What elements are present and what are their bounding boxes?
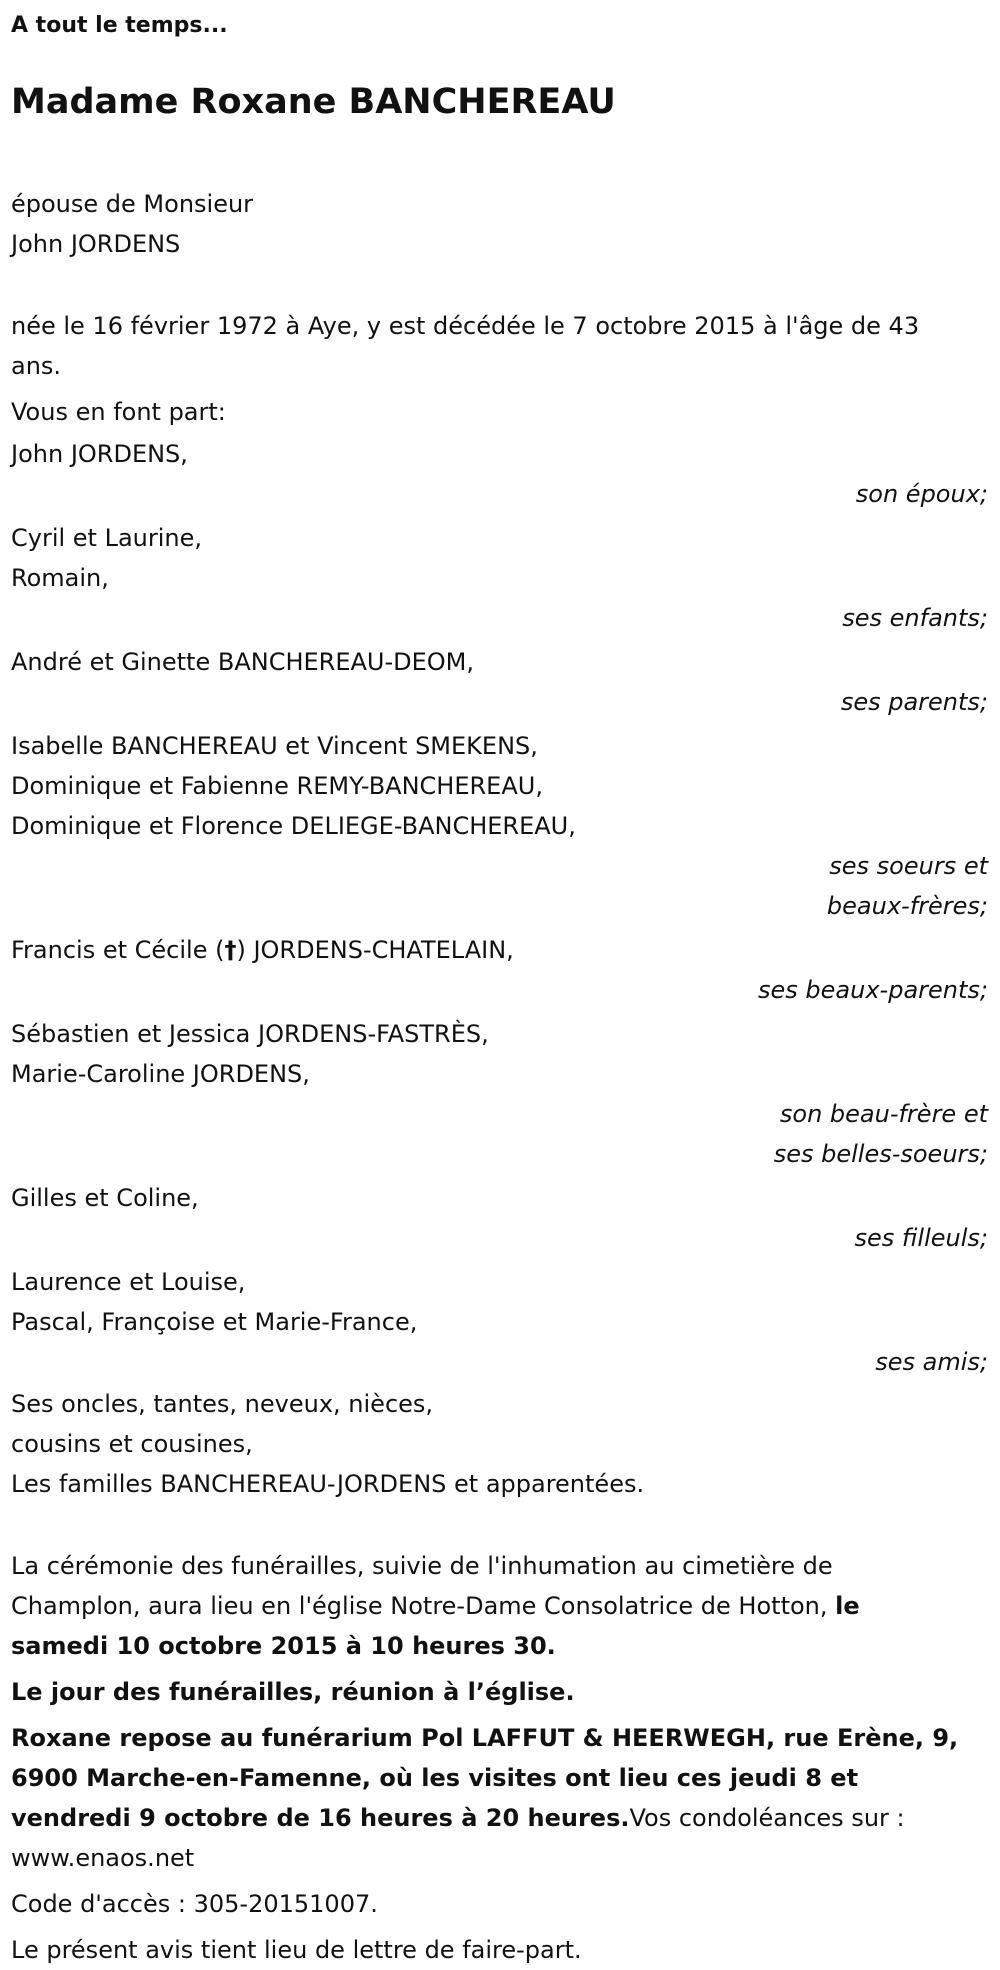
- extended-family-line: Les familles BANCHEREAU-JORDENS et apparentées.: [11, 1470, 645, 1498]
- spouse-name: John JORDENS: [11, 230, 181, 258]
- ceremony-paragraph: [11, 1546, 988, 1666]
- spouse-intro: épouse de Monsieur: [11, 190, 254, 218]
- visitation-line-3: [11, 1798, 988, 1838]
- cross-icon: †: [224, 936, 237, 964]
- birth-death-paragraph: [11, 306, 988, 386]
- relative-group-children: [11, 518, 988, 638]
- relative-name: Pascal, Françoise et Marie-France,: [11, 1308, 418, 1336]
- condolences-label: Vos condoléances sur :: [629, 1804, 905, 1832]
- birth-death-line-2: ans.: [11, 352, 62, 380]
- ceremony-line-2: [11, 1586, 988, 1626]
- meeting-paragraph: Le jour des funérailles, réunion à l’église.: [11, 1678, 575, 1706]
- access-code: Code d'accès : 305-20151007.: [11, 1890, 378, 1918]
- ceremony-line-1: La cérémonie des funérailles, suivie de l'inhumation au cimetière de: [11, 1552, 833, 1580]
- relative-name: Dominique et Fabienne REMY-BANCHEREAU,: [11, 772, 543, 800]
- notice-paragraph: Le présent avis tient lieu de lettre de faire-part.: [11, 1936, 582, 1964]
- relative-group-parents-in-law: [11, 930, 988, 1010]
- spouse-paragraph: [11, 184, 988, 264]
- relative-group-in-laws: [11, 1014, 988, 1174]
- relative-names: [11, 434, 988, 474]
- relative-group-friends: [11, 1262, 988, 1382]
- relative-name: Dominique et Florence DELIEGE-BANCHEREAU,: [11, 812, 576, 840]
- name-after-cross: ) JORDENS-CHATELAIN,: [236, 936, 514, 964]
- relation-text: beaux-frères;: [826, 892, 988, 920]
- relative-relation: [11, 1342, 988, 1382]
- extended-family-line: cousins et cousines,: [11, 1430, 253, 1458]
- visitation-times: vendredi 9 octobre de 16 heures à 20 heures.: [11, 1804, 630, 1832]
- visitation-line-2: 6900 Marche-en-Famenne, où les visites ont lieu ces jeudi 8 et: [11, 1764, 859, 1792]
- relative-name: John JORDENS,: [11, 440, 188, 468]
- relative-name: Isabelle BANCHEREAU et Vincent SMEKENS,: [11, 732, 538, 760]
- relative-relation: [11, 682, 988, 722]
- relative-names: [11, 518, 988, 598]
- relative-group-parents: [11, 642, 988, 722]
- relative-group-godchildren: [11, 1178, 988, 1258]
- relation-text: ses enfants;: [842, 604, 988, 632]
- relation-text: ses parents;: [840, 688, 988, 716]
- relation-text: ses filleuls;: [854, 1224, 988, 1252]
- relation-text: ses belles-soeurs;: [773, 1140, 988, 1168]
- relative-relation: [11, 1094, 988, 1174]
- relative-name: Sébastien et Jessica JORDENS-FASTRÈS,: [11, 1020, 489, 1048]
- relation-text: ses soeurs et: [829, 852, 988, 880]
- tagline: A tout le temps...: [11, 13, 228, 38]
- visitation-paragraph: [11, 1718, 988, 1878]
- relative-names: [11, 642, 988, 682]
- visitation-line-1: Roxane repose au funérarium Pol LAFFUT & HEERWEGH, rue Erène, 9,: [11, 1724, 959, 1752]
- ceremony-location: Champlon, aura lieu en l'église Notre-Dame Consolatrice de Hotton,: [11, 1592, 836, 1620]
- relative-relation: [11, 598, 988, 638]
- relative-name: [11, 930, 988, 970]
- name-before-cross: Francis et Cécile (: [11, 936, 225, 964]
- relative-names: [11, 1178, 988, 1218]
- relative-group-siblings: [11, 726, 988, 926]
- relative-names: [11, 930, 988, 970]
- relative-names: [11, 726, 988, 846]
- relative-names: [11, 1014, 988, 1094]
- relative-name: Romain,: [11, 564, 109, 592]
- extended-family-paragraph: [11, 1384, 988, 1504]
- relative-relation: [11, 1218, 988, 1258]
- relative-name: Laurence et Louise,: [11, 1268, 246, 1296]
- relative-relation: [11, 846, 988, 926]
- relative-relation: [11, 474, 988, 514]
- extended-family-line: Ses oncles, tantes, neveux, nièces,: [11, 1390, 434, 1418]
- relative-relation: [11, 970, 988, 1010]
- announcement-intro: Vous en font part:: [11, 398, 226, 426]
- deceased-name: Madame Roxane BANCHEREAU: [11, 82, 616, 122]
- ceremony-date: samedi 10 octobre 2015 à 10 heures 30.: [11, 1632, 556, 1660]
- relation-text: ses beaux-parents;: [758, 976, 988, 1004]
- relative-names: [11, 1262, 988, 1342]
- relation-text: son époux;: [855, 480, 988, 508]
- condolences-website: www.enaos.net: [11, 1844, 195, 1872]
- ceremony-date-prefix: le: [835, 1592, 860, 1620]
- relation-text: ses amis;: [875, 1348, 988, 1376]
- relation-text: son beau-frère et: [779, 1100, 988, 1128]
- relative-name: Cyril et Laurine,: [11, 524, 203, 552]
- relative-group-spouse: [11, 434, 988, 514]
- relative-name: Gilles et Coline,: [11, 1184, 199, 1212]
- relative-name: André et Ginette BANCHEREAU-DEOM,: [11, 648, 475, 676]
- relative-name: Marie-Caroline JORDENS,: [11, 1060, 310, 1088]
- birth-death-line-1: née le 16 février 1972 à Aye, y est décédée le 7 octobre 2015 à l'âge de 43: [11, 312, 920, 340]
